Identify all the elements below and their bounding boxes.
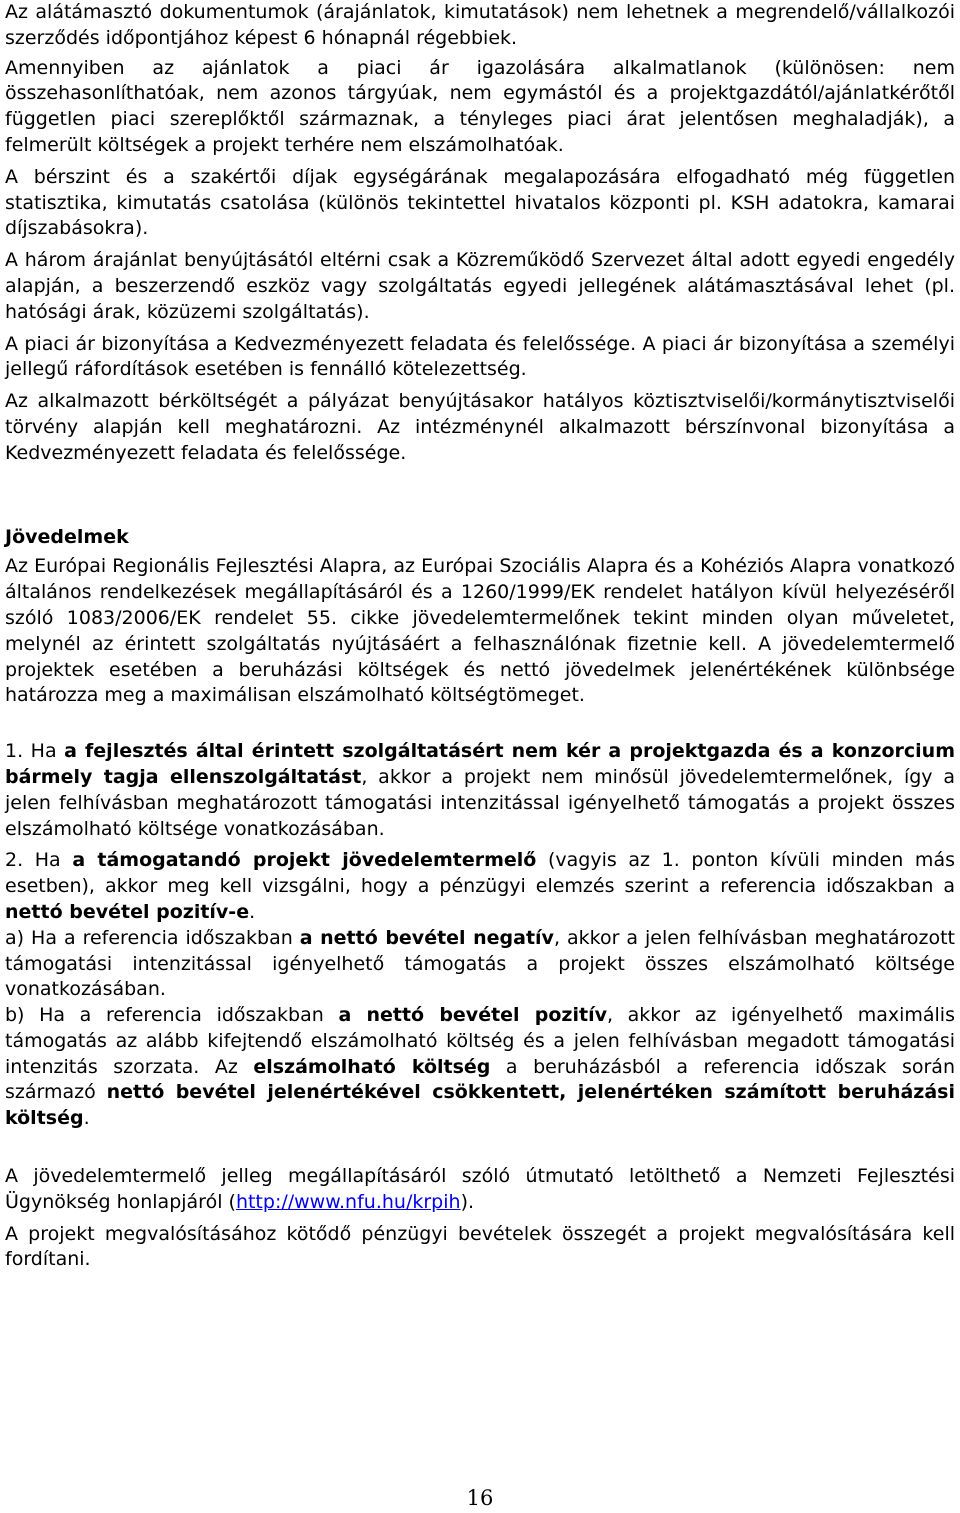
list-item-2b-mid: , akkor az igényelhető maximális támogatás az alább kifejtendő elszámolható költség és a jelen felhívásban megadott támogatási intenzitás szorzata. Az	[5, 1004, 955, 1078]
list-item-2b-text: b) Ha a referencia időszakban	[5, 1004, 339, 1027]
list-item-2a-text: a) Ha a referencia időszakban	[5, 926, 300, 949]
guide-text: A jövedelemtermelő jelleg megállapításáról szóló útmutató letölthető a Nemzeti Fejlesztési Ügynökség honlapjáról (	[5, 1165, 955, 1213]
paragraph-market-price-proof: A piaci ár bizonyítása a Kedvezményezett feladata és felelőssége. A piaci ár bizonyítása a személyi jellegű ráfordítások esetében is fennálló kötelezettség.	[5, 332, 955, 381]
paragraph-market-price-offers: Amennyiben az ajánlatok a piaci ár igazolására alkalmatlanok (különösen: nem összehasonlíthatóak, nem azonos tárgyúak, nem egymástól és a projektgazdától/ajánlatkérőtől független piaci szereplőktől származnak, a tényleges piaci árat jelentősen meghaladják), a felmerült költségek a projekt terhére nem elszámolhatóak.	[5, 56, 955, 156]
list-item-2b-bold: a nettó bevétel pozitív	[338, 1004, 607, 1027]
paragraph-guide-download	[5, 1164, 955, 1216]
list-item-2-end: .	[249, 900, 256, 923]
list-item-1-text: 1. Ha	[5, 740, 65, 763]
list-item-2-mid: (vagyis az 1. ponton kívüli minden más esetben), akkor meg kell vizsgálni, hogy a pénzügyi elemzés szerint a referencia időszakban a	[5, 849, 955, 898]
list-item-1-bold: a fejlesztés által érintett szolgáltatásért nem kér a projektgazda és a konzorcium bármely tagja ellenszolgáltatást	[5, 740, 955, 788]
list-item-2b	[5, 1003, 955, 1132]
nfu-website-link[interactable]: http://www.nfu.hu/krpih	[235, 1190, 461, 1213]
paragraph-income-definition: Az Európai Regionális Fejlesztési Alapra, az Európai Szociális Alapra és a Kohéziós Alapra vonatkozó általános rendelkezések megállapításáról és a 1260/1999/EK rendelet hatályon kívül helyezéséről szóló 1083/2006/EK rendelet 55. cikke jövedelemtermelőnek tekint minden olyan műveletet, melynél az érintett szolgáltatás nyújtásáért a felhasználónak fizetnie kell. A jövedelemtermelő projektek esetében a beruházási költségek és nettó jövedelmek jelenértékének különbsége határozza meg a maximálisan elszámolható költségtömeget.	[5, 555, 955, 707]
section-heading-income: Jövedelmek	[5, 525, 129, 548]
list-item-1-rest: , akkor a projekt nem minősül jövedelemtermelőnek, így a jelen felhívásban meghatározott támogatási intenzitással igényelhető támogatás a projekt összes elszámolható költsége vonatkozásában.	[5, 765, 955, 840]
list-item-2b-bold-3: nettó bevétel jelenértékével csökkentett, jelenértéken számított beruházási költség	[5, 1081, 956, 1130]
list-item-1	[5, 739, 955, 842]
paragraph-three-offers: A három árajánlat benyújtásától eltérni csak a Közreműködő Szervezet által adott egyedi engedély alapján, a beszerzendő eszköz vagy szolgáltatás egyedi jellegének alátámasztásával lehet (pl. hatósági árak, közüzemi szolgáltatás).	[5, 249, 955, 323]
paragraph-supporting-documents: Az alátámasztó dokumentumok (árajánlatok, kimutatások) nem lehetnek a megrendelő/vállalkozói szerződés időpontjához képest 6 hónapnál régebbiek.	[5, 1, 955, 49]
list-item-2b-end: .	[83, 1107, 90, 1130]
page-number: 16	[466, 1486, 494, 1510]
list-item-2-bold: a támogatandó projekt jövedelemtermelő	[72, 849, 537, 872]
paragraph-employee-wage: Az alkalmazott bérköltségét a pályázat benyújtásakor hatályos köztisztviselői/kormánytisztviselői törvény alapján kell meghatározni. Az intézménynél alkalmazott bérszínvonal bizonyítása a Kedvezményezett feladata és felelőssége.	[5, 390, 955, 464]
list-item-2a	[5, 926, 955, 1003]
list-item-2-text: 2. Ha	[5, 849, 73, 872]
list-item-2a-bold: a nettó bevétel negatív	[299, 926, 554, 949]
list-item-2b-mid-2: a beruházásból a referencia időszak során származó	[5, 1055, 955, 1104]
list-item-2b-bold-2: elszámolható költség	[253, 1055, 491, 1078]
list-item-2a-rest: , akkor a jelen felhívásban meghatározott támogatási intenzitással igényelhető támogatás a projekt összes elszámolható költsége vonatkozásában.	[5, 926, 956, 1001]
list-item-2-bold-2: nettó bevétel pozitív-e	[5, 900, 250, 923]
paragraph-wage-level: A bérszint és a szakértői díjak egységárának megalapozására elfogadható még független statisztika, kimutatás csatolása (különös tekintettel hivatalos központi pl. KSH adatokra, kamarai díjszabásokra).	[5, 165, 955, 240]
paragraph-financial-revenues: A projekt megvalósításához kötődő pénzügyi bevételek összegét a projekt megvalósítására kell fordítani.	[5, 1222, 955, 1271]
list-item-2	[5, 848, 955, 925]
guide-text-end: ).	[460, 1190, 475, 1213]
document-page	[5, 0, 955, 1273]
